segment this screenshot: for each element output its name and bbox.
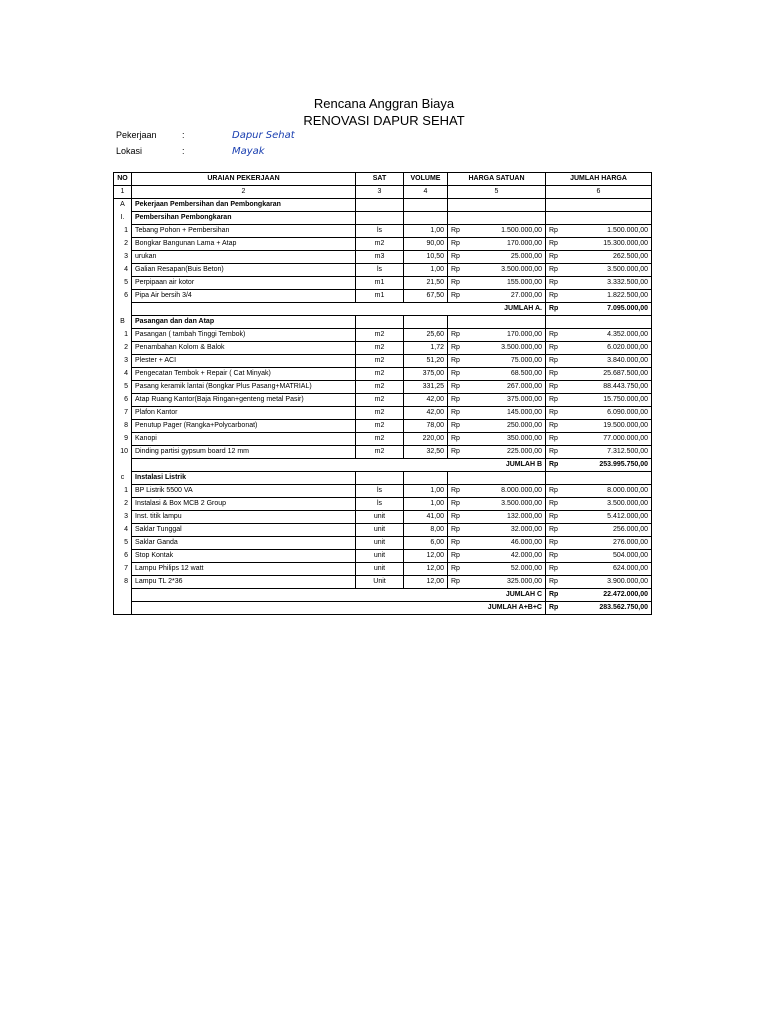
section-title: Pasangan dan dan Atap xyxy=(132,316,356,329)
empty-cell xyxy=(564,472,652,485)
currency-label: Rp xyxy=(546,407,564,420)
empty-cell xyxy=(356,472,404,485)
empty-cell xyxy=(448,199,466,212)
item-number: 6 xyxy=(114,394,132,407)
item-volume: 1,00 xyxy=(404,498,448,511)
meta-key: Lokasi xyxy=(116,146,143,156)
item-unit: unit xyxy=(356,537,404,550)
empty-cell xyxy=(466,212,546,225)
currency-label: Rp xyxy=(546,368,564,381)
item-unit: ls xyxy=(356,498,404,511)
item-total-price: 19.500.000,00 xyxy=(564,420,652,433)
item-total-price: 3.332.500,00 xyxy=(564,277,652,290)
section-row xyxy=(114,316,652,329)
empty-cell xyxy=(114,459,132,472)
index-cell: 6 xyxy=(546,186,652,199)
item-unit: m2 xyxy=(356,381,404,394)
empty-cell xyxy=(466,199,546,212)
item-unit: m2 xyxy=(356,394,404,407)
section-row xyxy=(114,472,652,485)
item-unit: m2 xyxy=(356,329,404,342)
item-unit: m1 xyxy=(356,277,404,290)
item-volume: 375,00 xyxy=(404,368,448,381)
item-total-price: 3.500.000,00 xyxy=(564,264,652,277)
item-unit: m3 xyxy=(356,251,404,264)
currency-label: Rp xyxy=(546,238,564,251)
currency-label: Rp xyxy=(448,420,466,433)
item-volume: 32,50 xyxy=(404,446,448,459)
item-unit-price: 27.000,00 xyxy=(466,290,546,303)
empty-cell xyxy=(448,212,466,225)
item-volume: 42,00 xyxy=(404,394,448,407)
index-cell: 1 xyxy=(114,186,132,199)
subtotal-label: JUMLAH C xyxy=(132,589,546,602)
item-total-price: 504.000,00 xyxy=(564,550,652,563)
item-number: 2 xyxy=(114,238,132,251)
item-total-price: 3.840.000,00 xyxy=(564,355,652,368)
item-unit-price: 42.000,00 xyxy=(466,550,546,563)
currency-label: Rp xyxy=(546,589,564,602)
currency-label: Rp xyxy=(546,602,564,615)
table-row xyxy=(114,420,652,433)
item-unit-price: 3.500.000,00 xyxy=(466,342,546,355)
currency-label: Rp xyxy=(448,433,466,446)
table-row xyxy=(114,537,652,550)
table-row xyxy=(114,550,652,563)
currency-label: Rp xyxy=(448,368,466,381)
item-number: 4 xyxy=(114,264,132,277)
currency-label: Rp xyxy=(546,290,564,303)
subtotal-label: JUMLAH B xyxy=(132,459,546,472)
item-unit: Unit xyxy=(356,576,404,589)
item-description: Galian Resapan(Buis Beton) xyxy=(132,264,356,277)
table-row xyxy=(114,264,652,277)
currency-label: Rp xyxy=(448,576,466,589)
budget-table xyxy=(113,172,652,615)
table-row xyxy=(114,498,652,511)
table-row xyxy=(114,329,652,342)
item-unit: m2 xyxy=(356,238,404,251)
item-description: Lampu Philips 12 watt xyxy=(132,563,356,576)
item-description: Saklar Tunggal xyxy=(132,524,356,537)
currency-label: Rp xyxy=(546,511,564,524)
item-description: Penutup Pager (Rangka+Polycarbonat) xyxy=(132,420,356,433)
table-row xyxy=(114,368,652,381)
meta-value: Dapur Sehat xyxy=(232,130,295,141)
empty-cell xyxy=(404,199,448,212)
item-unit-price: 46.000,00 xyxy=(466,537,546,550)
item-volume: 10,50 xyxy=(404,251,448,264)
item-unit: unit xyxy=(356,524,404,537)
currency-label: Rp xyxy=(546,459,564,472)
currency-label: Rp xyxy=(546,524,564,537)
item-description: Pipa Air bersih 3/4 xyxy=(132,290,356,303)
empty-cell xyxy=(546,212,564,225)
meta-lokasi xyxy=(116,146,265,157)
section-row xyxy=(114,199,652,212)
table-row xyxy=(114,277,652,290)
header-uraian: URAIAN PEKERJAAN xyxy=(132,173,356,186)
empty-cell xyxy=(404,316,448,329)
item-description: Instalasi & Box MCB 2 Group xyxy=(132,498,356,511)
document-title: Rencana Anggran Biaya xyxy=(313,96,455,111)
currency-label: Rp xyxy=(546,446,564,459)
item-unit-price: 350.000,00 xyxy=(466,433,546,446)
item-description: Atap Ruang Kantor(Baja Ringan+genteng metal Pasir) xyxy=(132,394,356,407)
item-unit-price: 52.000,00 xyxy=(466,563,546,576)
subtotal-value: 7.095.000,00 xyxy=(564,303,652,316)
section-code: B xyxy=(114,316,132,329)
item-total-price: 77.000.000,00 xyxy=(564,433,652,446)
empty-cell xyxy=(404,472,448,485)
index-cell: 5 xyxy=(448,186,546,199)
meta-value: Mayak xyxy=(232,146,265,157)
currency-label: Rp xyxy=(546,420,564,433)
currency-label: Rp xyxy=(546,485,564,498)
currency-label: Rp xyxy=(448,264,466,277)
item-total-price: 4.352.000,00 xyxy=(564,329,652,342)
item-description: Pasangan ( tambah Tinggi Tembok) xyxy=(132,329,356,342)
section-title: Pembersihan Pembongkaran xyxy=(132,212,356,225)
item-unit: m2 xyxy=(356,355,404,368)
item-unit: m2 xyxy=(356,420,404,433)
empty-cell xyxy=(564,199,652,212)
item-volume: 220,00 xyxy=(404,433,448,446)
empty-cell xyxy=(114,303,132,316)
item-volume: 1,72 xyxy=(404,342,448,355)
currency-label: Rp xyxy=(448,394,466,407)
item-volume: 12,00 xyxy=(404,576,448,589)
currency-label: Rp xyxy=(448,381,466,394)
item-volume: 41,00 xyxy=(404,511,448,524)
item-unit-price: 132.000,00 xyxy=(466,511,546,524)
item-number: 1 xyxy=(114,329,132,342)
grand-total-row xyxy=(114,602,652,615)
empty-cell xyxy=(114,589,132,602)
item-unit-price: 1.500.000,00 xyxy=(466,225,546,238)
currency-label: Rp xyxy=(448,407,466,420)
currency-label: Rp xyxy=(546,355,564,368)
table-row xyxy=(114,511,652,524)
currency-label: Rp xyxy=(546,329,564,342)
currency-label: Rp xyxy=(546,277,564,290)
index-row xyxy=(114,186,652,199)
index-cell: 2 xyxy=(132,186,356,199)
item-number: 10 xyxy=(114,446,132,459)
item-description: Inst. titik lampu xyxy=(132,511,356,524)
table-row xyxy=(114,355,652,368)
item-description: Stop Kontak xyxy=(132,550,356,563)
section-code: c xyxy=(114,472,132,485)
currency-label: Rp xyxy=(448,498,466,511)
item-total-price: 8.000.000,00 xyxy=(564,485,652,498)
item-total-price: 1.500.000,00 xyxy=(564,225,652,238)
table-row xyxy=(114,433,652,446)
subtotal-value: 22.472.000,00 xyxy=(564,589,652,602)
item-description: Saklar Ganda xyxy=(132,537,356,550)
item-volume: 90,00 xyxy=(404,238,448,251)
item-unit: m1 xyxy=(356,290,404,303)
item-number: 1 xyxy=(114,485,132,498)
item-description: Bongkar Bangunan Lama + Atap xyxy=(132,238,356,251)
currency-label: Rp xyxy=(546,381,564,394)
subtotal-value: 253.995.750,00 xyxy=(564,459,652,472)
table-row xyxy=(114,407,652,420)
item-unit-price: 170.000,00 xyxy=(466,238,546,251)
currency-label: Rp xyxy=(546,303,564,316)
empty-cell xyxy=(466,472,546,485)
empty-cell xyxy=(404,212,448,225)
item-description: urukan xyxy=(132,251,356,264)
currency-label: Rp xyxy=(546,342,564,355)
currency-label: Rp xyxy=(448,485,466,498)
currency-label: Rp xyxy=(448,537,466,550)
currency-label: Rp xyxy=(448,329,466,342)
section-title: Pekerjaan Pembersihan dan Pembongkaran xyxy=(132,199,356,212)
subtotal-row xyxy=(114,303,652,316)
header-no: NO xyxy=(114,173,132,186)
table-row xyxy=(114,381,652,394)
subtotal-row xyxy=(114,459,652,472)
currency-label: Rp xyxy=(448,238,466,251)
item-total-price: 88.443.750,00 xyxy=(564,381,652,394)
meta-sep: : xyxy=(182,130,185,140)
item-number: 3 xyxy=(114,251,132,264)
item-unit-price: 267.000,00 xyxy=(466,381,546,394)
item-unit: unit xyxy=(356,550,404,563)
currency-label: Rp xyxy=(546,394,564,407)
item-unit: ls xyxy=(356,264,404,277)
item-description: Pasang keramik lantai (Bongkar Plus Pasang+MATRIAL) xyxy=(132,381,356,394)
header-jumlah-harga: JUMLAH HARGA xyxy=(546,173,652,186)
currency-label: Rp xyxy=(448,511,466,524)
table-row xyxy=(114,485,652,498)
header-volume: VOLUME xyxy=(404,173,448,186)
item-total-price: 6.020.000,00 xyxy=(564,342,652,355)
table-row xyxy=(114,342,652,355)
item-description: Plafon Kantor xyxy=(132,407,356,420)
currency-label: Rp xyxy=(546,550,564,563)
section-row xyxy=(114,212,652,225)
item-volume: 6,00 xyxy=(404,537,448,550)
item-unit: m2 xyxy=(356,433,404,446)
item-description: Pengecatan Tembok + Repair ( Cat Minyak) xyxy=(132,368,356,381)
item-number: 5 xyxy=(114,381,132,394)
item-number: 1 xyxy=(114,225,132,238)
item-total-price: 624.000,00 xyxy=(564,563,652,576)
item-unit: unit xyxy=(356,511,404,524)
item-description: Tebang Pohon + Pembersihan xyxy=(132,225,356,238)
index-cell: 3 xyxy=(356,186,404,199)
index-cell: 4 xyxy=(404,186,448,199)
item-unit-price: 75.000,00 xyxy=(466,355,546,368)
item-total-price: 6.090.000,00 xyxy=(564,407,652,420)
table-row xyxy=(114,225,652,238)
currency-label: Rp xyxy=(546,251,564,264)
empty-cell xyxy=(466,316,546,329)
item-unit: m2 xyxy=(356,342,404,355)
item-number: 2 xyxy=(114,498,132,511)
header-sat: SAT xyxy=(356,173,404,186)
item-total-price: 262.500,00 xyxy=(564,251,652,264)
item-unit: m2 xyxy=(356,368,404,381)
table-row xyxy=(114,576,652,589)
item-volume: 42,00 xyxy=(404,407,448,420)
item-unit-price: 8.000.000,00 xyxy=(466,485,546,498)
item-description: Dinding partisi gypsum board 12 mm xyxy=(132,446,356,459)
item-volume: 1,00 xyxy=(404,264,448,277)
currency-label: Rp xyxy=(546,537,564,550)
currency-label: Rp xyxy=(448,251,466,264)
document-subtitle: RENOVASI DAPUR SEHAT xyxy=(303,113,465,128)
empty-cell xyxy=(356,199,404,212)
empty-cell xyxy=(114,602,132,615)
item-description: Lampu TL 2*36 xyxy=(132,576,356,589)
item-unit: m2 xyxy=(356,446,404,459)
item-unit-price: 155.000,00 xyxy=(466,277,546,290)
item-volume: 51,20 xyxy=(404,355,448,368)
item-total-price: 256.000,00 xyxy=(564,524,652,537)
item-unit-price: 25.000,00 xyxy=(466,251,546,264)
empty-cell xyxy=(356,316,404,329)
item-number: 4 xyxy=(114,368,132,381)
item-total-price: 3.500.000,00 xyxy=(564,498,652,511)
item-description: Perpipaan air kotor xyxy=(132,277,356,290)
item-unit-price: 68.500,00 xyxy=(466,368,546,381)
item-total-price: 15.750.000,00 xyxy=(564,394,652,407)
item-unit-price: 250.000,00 xyxy=(466,420,546,433)
meta-pekerjaan xyxy=(116,130,295,141)
item-number: 5 xyxy=(114,277,132,290)
item-volume: 67,50 xyxy=(404,290,448,303)
item-number: 7 xyxy=(114,563,132,576)
item-number: 8 xyxy=(114,576,132,589)
currency-label: Rp xyxy=(546,498,564,511)
currency-label: Rp xyxy=(546,433,564,446)
empty-cell xyxy=(564,212,652,225)
currency-label: Rp xyxy=(448,355,466,368)
item-volume: 78,00 xyxy=(404,420,448,433)
item-number: 6 xyxy=(114,550,132,563)
currency-label: Rp xyxy=(448,446,466,459)
empty-cell xyxy=(546,316,564,329)
item-number: 2 xyxy=(114,342,132,355)
item-unit-price: 32.000,00 xyxy=(466,524,546,537)
item-number: 6 xyxy=(114,290,132,303)
grand-total-value: 283.562.750,00 xyxy=(564,602,652,615)
item-number: 4 xyxy=(114,524,132,537)
item-total-price: 5.412.000,00 xyxy=(564,511,652,524)
currency-label: Rp xyxy=(546,563,564,576)
item-number: 7 xyxy=(114,407,132,420)
item-volume: 12,00 xyxy=(404,563,448,576)
empty-cell xyxy=(546,199,564,212)
item-total-price: 3.900.000,00 xyxy=(564,576,652,589)
item-volume: 21,50 xyxy=(404,277,448,290)
item-unit-price: 3.500.000,00 xyxy=(466,264,546,277)
table-header xyxy=(114,173,652,186)
currency-label: Rp xyxy=(448,277,466,290)
table-row xyxy=(114,446,652,459)
table-row xyxy=(114,394,652,407)
item-total-price: 7.312.500,00 xyxy=(564,446,652,459)
item-number: 5 xyxy=(114,537,132,550)
currency-label: Rp xyxy=(546,576,564,589)
item-unit-price: 145.000,00 xyxy=(466,407,546,420)
item-number: 3 xyxy=(114,355,132,368)
item-description: BP Listrik 5500 VA xyxy=(132,485,356,498)
grand-total-label: JUMLAH A+B+C xyxy=(132,602,546,615)
item-total-price: 276.000,00 xyxy=(564,537,652,550)
currency-label: Rp xyxy=(546,264,564,277)
item-unit-price: 170.000,00 xyxy=(466,329,546,342)
table-row xyxy=(114,238,652,251)
item-unit: m2 xyxy=(356,407,404,420)
section-title: Instalasi Listrik xyxy=(132,472,356,485)
currency-label: Rp xyxy=(448,563,466,576)
item-description: Plester + ACI xyxy=(132,355,356,368)
item-unit-price: 3.500.000,00 xyxy=(466,498,546,511)
table-row xyxy=(114,290,652,303)
item-number: 8 xyxy=(114,420,132,433)
table-row xyxy=(114,563,652,576)
item-total-price: 1.822.500,00 xyxy=(564,290,652,303)
item-unit-price: 225.000,00 xyxy=(466,446,546,459)
item-number: 3 xyxy=(114,511,132,524)
section-code: I. xyxy=(114,212,132,225)
currency-label: Rp xyxy=(448,290,466,303)
item-unit: unit xyxy=(356,563,404,576)
item-total-price: 15.300.000,00 xyxy=(564,238,652,251)
currency-label: Rp xyxy=(448,524,466,537)
section-code: A xyxy=(114,199,132,212)
header-harga-satuan: HARGA SATUAN xyxy=(448,173,546,186)
item-unit-price: 375.000,00 xyxy=(466,394,546,407)
item-volume: 1,00 xyxy=(404,485,448,498)
item-unit-price: 325.000,00 xyxy=(466,576,546,589)
empty-cell xyxy=(564,316,652,329)
subtotal-label: JUMLAH A. xyxy=(132,303,546,316)
empty-cell xyxy=(448,472,466,485)
item-volume: 331,25 xyxy=(404,381,448,394)
currency-label: Rp xyxy=(448,342,466,355)
table-row xyxy=(114,524,652,537)
item-description: Kanopi xyxy=(132,433,356,446)
item-unit: ls xyxy=(356,225,404,238)
item-number: 9 xyxy=(114,433,132,446)
currency-label: Rp xyxy=(448,550,466,563)
item-unit: ls xyxy=(356,485,404,498)
currency-label: Rp xyxy=(546,225,564,238)
item-volume: 25,60 xyxy=(404,329,448,342)
meta-key: Pekerjaan xyxy=(116,130,157,140)
empty-cell xyxy=(356,212,404,225)
item-volume: 8,00 xyxy=(404,524,448,537)
empty-cell xyxy=(448,316,466,329)
meta-sep: : xyxy=(182,146,185,156)
item-description: Penambahan Kolom & Balok xyxy=(132,342,356,355)
currency-label: Rp xyxy=(448,225,466,238)
item-total-price: 25.687.500,00 xyxy=(564,368,652,381)
table-row xyxy=(114,251,652,264)
item-volume: 1,00 xyxy=(404,225,448,238)
item-volume: 12,00 xyxy=(404,550,448,563)
empty-cell xyxy=(546,472,564,485)
subtotal-row xyxy=(114,589,652,602)
